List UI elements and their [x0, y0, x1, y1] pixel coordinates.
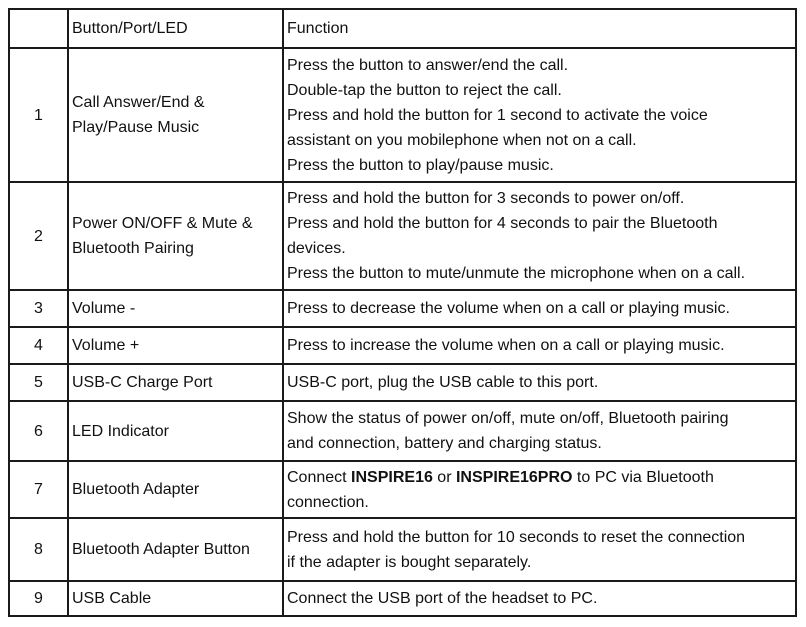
row-number: 9	[9, 581, 68, 616]
row-number: 6	[9, 401, 68, 461]
table-row	[9, 182, 796, 290]
header-function: Function	[283, 9, 796, 48]
row-function	[283, 290, 796, 327]
row-number: 1	[9, 48, 68, 182]
row-name-line: Call Answer/End &	[72, 94, 205, 111]
row-number: 8	[9, 518, 68, 581]
row-function	[283, 461, 796, 518]
row-function	[283, 182, 796, 290]
row-function-line: Press and hold the button for 4 seconds to pair the Bluetooth	[287, 215, 718, 232]
row-function-line: Press the button to answer/end the call.	[287, 56, 569, 74]
row-number: 5	[9, 364, 68, 401]
row-function-line: connection.	[287, 493, 369, 511]
row-name-line: Bluetooth Adapter	[72, 481, 200, 498]
header-number	[9, 9, 68, 48]
row-function-line: USB-C port, plug the USB cable to this port.	[287, 374, 599, 391]
row-name	[68, 327, 283, 364]
row-name	[68, 461, 283, 518]
row-function-line: Press to increase the volume when on a call or playing music.	[287, 337, 725, 354]
product-name-inspire16pro: INSPIRE16PRO	[455, 468, 573, 486]
table-header-row	[9, 9, 796, 48]
row-name-line: USB-C Charge Port	[72, 374, 213, 391]
row-function-line: Press the button to mute/unmute the microphone when on a call.	[287, 265, 746, 282]
row-function	[283, 518, 796, 581]
row-function-line: Press the button to play/pause music.	[287, 156, 554, 174]
row-number: 7	[9, 461, 68, 518]
row-name	[68, 401, 283, 461]
function-text: Connect	[287, 468, 352, 486]
row-function-line: if the adapter is bought separately.	[287, 553, 532, 571]
table-row	[9, 401, 796, 461]
row-number: 2	[9, 182, 68, 290]
row-name-line: Bluetooth Pairing	[72, 240, 194, 257]
table-row	[9, 364, 796, 401]
row-function-line: assistant on you mobilephone when not on a call.	[287, 131, 637, 149]
row-name-line: Volume -	[72, 300, 136, 317]
row-function-line: Press and hold the button for 1 second to activate the voice	[287, 106, 708, 124]
row-function-line: Show the status of power on/off, mute on/off, Bluetooth pairing	[287, 410, 729, 427]
row-function-line: devices.	[287, 240, 346, 257]
row-name-line: Bluetooth Adapter Button	[72, 541, 250, 558]
row-function-line: Press to decrease the volume when on a call or playing music.	[287, 300, 730, 317]
row-function-line: Press and hold the button for 10 seconds to reset the connection	[287, 528, 746, 546]
table-row	[9, 581, 796, 616]
row-function	[283, 581, 796, 616]
row-function-line: Press and hold the button for 3 seconds to power on/off.	[287, 190, 685, 207]
table-row	[9, 518, 796, 581]
row-name-line: Volume +	[72, 337, 140, 354]
row-function-line: Double-tap the button to reject the call.	[287, 81, 562, 99]
row-name	[68, 48, 283, 182]
table-row	[9, 461, 796, 518]
row-name-line: Power ON/OFF & Mute &	[72, 215, 253, 232]
row-name	[68, 290, 283, 327]
header-button-port-led: Button/Port/LED	[68, 9, 283, 48]
function-text: to PC via Bluetooth	[572, 468, 714, 486]
function-table	[8, 8, 797, 617]
row-name-line: Play/Pause Music	[72, 119, 200, 136]
row-name-line: LED Indicator	[72, 422, 169, 440]
row-name	[68, 364, 283, 401]
row-number: 4	[9, 327, 68, 364]
table-row	[9, 48, 796, 182]
row-function	[283, 48, 796, 182]
row-function	[283, 327, 796, 364]
row-name	[68, 581, 283, 616]
table-row	[9, 327, 796, 364]
row-function	[283, 401, 796, 461]
row-number: 3	[9, 290, 68, 327]
row-function-line: and connection, battery and charging status.	[287, 435, 602, 452]
row-name-line: USB Cable	[72, 590, 152, 607]
row-function-line	[287, 465, 792, 490]
product-name-inspire16: INSPIRE16	[351, 468, 433, 486]
function-text: or	[432, 468, 456, 486]
row-function-line: Connect the USB port of the headset to PC.	[287, 590, 598, 607]
row-name	[68, 518, 283, 581]
row-name	[68, 182, 283, 290]
table-row	[9, 290, 796, 327]
document-page	[8, 8, 797, 617]
row-function	[283, 364, 796, 401]
